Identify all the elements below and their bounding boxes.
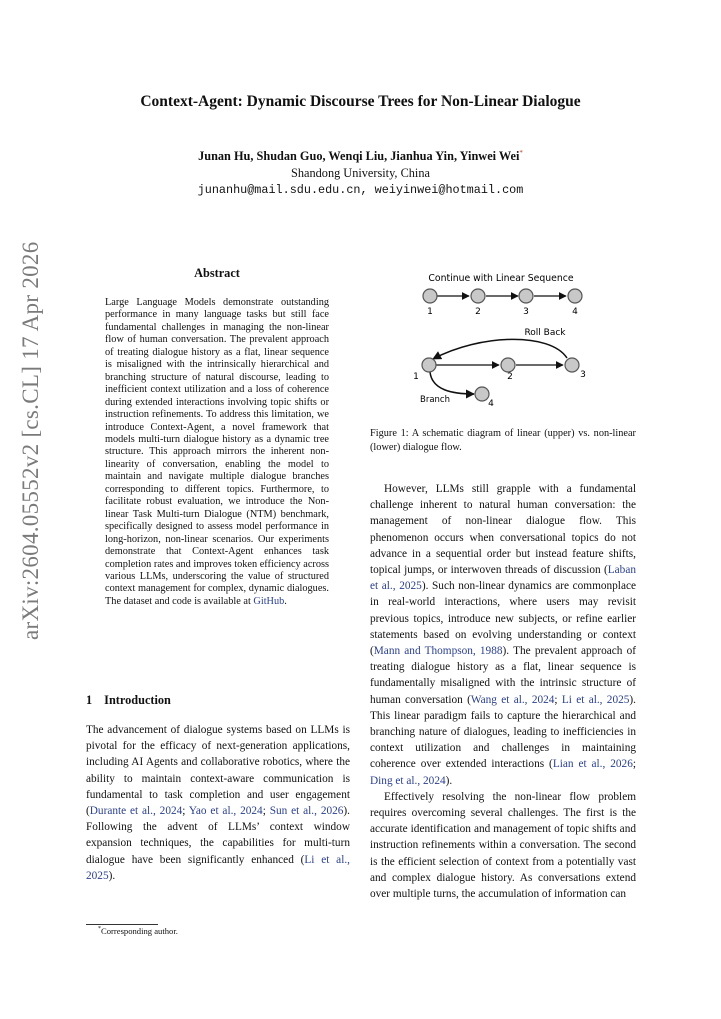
tree-node-4 [475,387,489,401]
paragraph-text: ; [632,758,636,771]
footnote [98,926,178,936]
tree-node-1 [422,358,436,372]
citation-link[interactable]: Durante et al., 2024 [89,805,183,818]
abstract-body: Large Language Models demonstrate outstanding performance in many language tasks but still face fundamental challenges in managing the non-linear flow of human conversation. The prevalent approach of treating dialogue history as a flat, linear sequence is misaligned with the intrinsically hierarchical and branching structure of natural discourse, leading to inefficient context utilization and a loss of coherence during extended interactions involving topic shifts or instruction refinements. To address this limitation, we introduce Context-Agent, a novel framework that models multi-turn dialogue history as a dynamic tree structure. This approach mirrors the inherent non-linearity of conversation, enabling the model to maintain and navigate multiple dialogue branches corresponding to different topics. Furthermore, to facilitate robust evaluation, we introduce the Non-linear Task Multi-turn Dialogue (NTM) benchmark, specifically designed to assess model performance in long-horizon, non-linear scenarios. Our experiments demonstrate that Context-Agent enhances task completion rates and improves token efficiency across various LLMs, underscoring the value of structured context management for complex, dynamic dialogues. The dataset and code is available at [105,297,329,607]
tree-node-2 [501,358,515,372]
footnote-rule [86,924,158,925]
paragraph-text: ). [108,869,116,882]
linear-node-label-1: 1 [427,307,433,317]
citation-link[interactable]: Mann and Thompson, 1988 [373,645,503,658]
rollback-edge [433,339,567,359]
linear-node-label-4: 4 [572,307,578,317]
intro-paragraph-1 [86,722,350,884]
abstract-heading: Abstract [194,266,240,280]
paper-title: Context-Agent: Dynamic Discourse Trees for Non-Linear Dialogue [140,93,581,110]
arxiv-identifier: arXiv:2604.05552v2 [cs.CL] 17 Apr 2026 [18,241,43,640]
affiliation: Shandong University, China [291,166,430,180]
tree-node-3 [565,358,579,372]
citation-link[interactable]: Sun et al., 2026 [269,805,344,818]
corresponding-mark: * [519,149,523,157]
linear-node-label-3: 3 [523,307,529,317]
paragraph-text: ). The prevalent approach of treating dialogue history as a flat, linear sequence is fundamentally misaligned with the intrinsic structure of human conversation ( [370,645,637,706]
tree-node-label-1: 1 [413,372,419,382]
paragraph-text: ; [182,805,189,818]
paragraph-text: ). Following the advent of LLMs’ context window expansion techniques, the capabilities for multi-turn dialogue have been significantly enhanced ( [86,805,351,866]
intro-paragraph-3: Effectively resolving the non-linear flow problem requires overcoming several challenges. The first is the accurate identification and management of topic shifts and instruction refinements within a conversation. The second is the efficient selection of context from a potentially vast and complex dialogue history. As conversations extend over multiple turns, the accumulation of information can [370,790,636,901]
branch-label: Branch [420,395,450,405]
paragraph-text: ). This linear paradigm fails to capture the hierarchical and branching nature of dialogues, leading to inefficiencies in context utilization and challenges in maintaining coherence over extended interactions ( [370,693,636,771]
rollback-label: Roll Back [524,328,566,338]
citation-link[interactable]: Lian et al., 2026 [552,758,633,771]
linear-node-4 [568,289,582,303]
section-heading-introduction [86,693,171,708]
linear-node-1 [423,289,437,303]
tree-node-label-3: 3 [580,370,586,380]
citation-link[interactable]: Yao et al., 2024 [188,805,263,818]
tree-node-label-4: 4 [488,399,494,409]
linear-label: Continue with Linear Sequence [428,273,574,284]
abstract-text [105,297,329,608]
paragraph-text: ; [554,693,562,706]
paragraph-text: The advancement of dialogue systems based on LLMs is pivotal for the efficacy of next-generation applications, including AI Agents and collaborative robotics, where the ability to maintain context-aware communication is fundamental to task completion and user engagement ( [86,724,350,818]
linear-node-2 [471,289,485,303]
footnote-text: Corresponding author. [101,926,178,936]
figure-1-caption: Figure 1: A schematic diagram of linear (upper) vs. non-linear (lower) dialogue flow. [370,428,636,453]
paragraph-text: ; [262,805,270,818]
github-link[interactable]: GitHub [253,595,285,607]
author-list [0,149,721,164]
citation-link[interactable]: Li et al., 2025 [561,693,630,706]
paragraph-text: However, LLMs still grapple with a fundamental challenge inherent to natural human conversation: the management of non-linear dialogue flow. This phenomenon occurs when conversational topics do not advance in a sequential order but instead feature shifts, topical jumps, or interwoven threads of discussion ( [370,483,636,577]
author-emails: junanhu@mail.sdu.edu.cn, weiyinwei@hotmail.com [197,183,524,197]
paragraph-text: ). [445,774,453,787]
intro-paragraph-2 [370,481,636,789]
citation-link[interactable]: Ding et al., 2024 [370,774,446,787]
author-names: Junan Hu, Shudan Guo, Wenqi Liu, Jianhua Yin, Yinwei Wei [198,149,520,164]
citation-link[interactable]: Laban et al., 2025 [370,564,636,593]
abstract-end: . [284,595,287,607]
citation-link[interactable]: Wang et al., 2024 [470,693,555,706]
footnote-mark: * [98,926,101,933]
section-number: 1 [86,693,93,707]
linear-node-3 [519,289,533,303]
intro-right-column [370,481,636,902]
branch-edge [430,372,474,394]
tree-node-label-2: 2 [507,372,513,382]
linear-node-label-2: 2 [475,307,481,317]
intro-left-column [86,722,350,884]
citation-link[interactable]: Li et al., 2025 [86,853,350,882]
section-title: Introduction [104,693,171,707]
paragraph-text: ). Such non-linear dynamics are commonplace in real-world interactions, where users may revisit previous topics, introduce new subjects, or refine earlier statements based on evolving understanding or context ( [370,580,636,658]
figure-1-diagram [370,266,636,416]
